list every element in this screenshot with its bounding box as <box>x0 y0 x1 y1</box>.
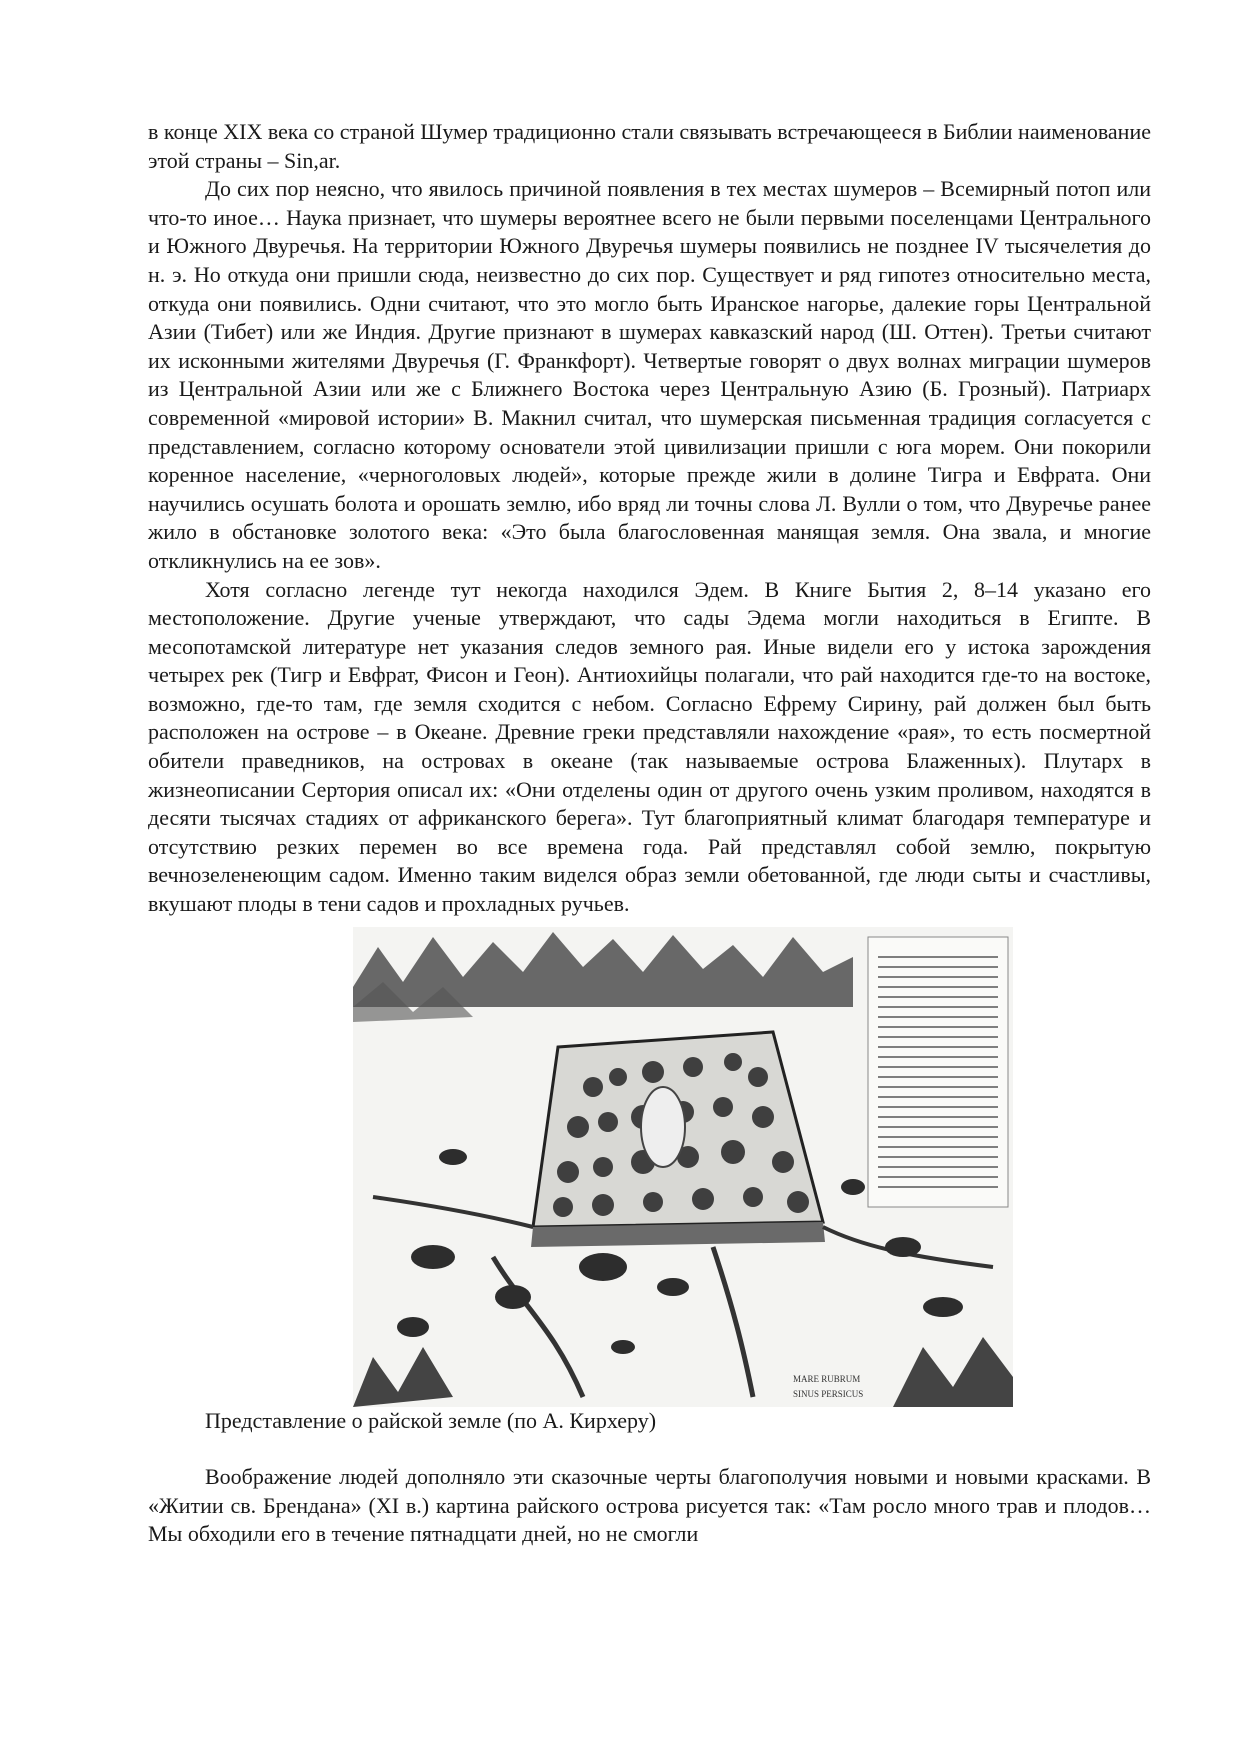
paragraph-2: До сих пор неясно, что явилось причиной появления в тех местах шумеров – Всемирный потоп или что-то иное… Наука признает, что шумеры вероятнее всего не были первыми поселенцами Центрального и Южного Двуречья. На территории Южного Двуречья шумеры появились не позднее IV тысячелетия до н. э. Но откуда они пришли сюда, неизвестно до сих пор. Существует и ряд гипотез относительно места, откуда они появились. Одни считают, что это могло быть Иранское нагорье, далекие горы Центральной Азии (Тибет) или же Индия. Другие признают в шумерах кавказский народ (Ш. Оттен). Третьи считают их исконными жителями Двуречья (Г. Франкфорт). Четвертые говорят о двух волнах миграции шумеров из Центральной Азии или же с Ближнего Востока через Центральную Азию (Б. Грозный). Патриарх современной «мировой истории» В. Макнил считал, что шумерская письменная традиция согласуется с представлением, согласно которому основатели этой цивилизации пришли с юга морем. Они покорили коренное население, «черноголовых людей», которые прежде жили в долине Тигра и Евфрата. Они научились осушать болота и орошать землю, ибо вряд ли точны слова Л. Вулли о том, что Двуречье ранее жило в обстановке золотого века: «Это была благословенная манящая земля. Она звала, и многие откликнулись на ее зов». <box>148 176 1151 573</box>
paradise-engraving-figure <box>148 927 1151 1407</box>
engraving-inscription-1: MARE RUBRUM <box>793 1373 861 1384</box>
paradise-engraving <box>353 927 1013 1407</box>
paragraph-1: в конце XIX века со страной Шумер традиционно стали связывать встречающееся в Библии наименование этой страны – Sin,ar. <box>148 119 1151 173</box>
paragraph-3: Хотя согласно легенде тут некогда находился Эдем. В Книге Бытия 2, 8–14 указано его местоположение. Другие ученые утверждают, что сады Эдема могли находиться в Египте. В месопотамской литературе нет указания следов земного рая. Иные видели его у истока зарождения четырех рек (Тигр и Евфрат, Фисон и Геон). Антиохийцы полагали, что рай находится где-то на востоке, возможно, где-то там, где земля сходится с небом. Согласно Ефрему Сирину, рай должен был быть расположен на острове – в Океане. Древние греки представляли нахождение «рая», то есть посмертной обители праведников, на островах в океане (так называемые острова Блаженных). Плутарх в жизнеописании Сертория описал их: «Они отделены один от другого очень узким проливом, находятся в десяти тысячах стадиях от африканского берега». Тут благоприятный климат благодаря температуре и отсутствию резких перемен во все времена года. Рай представлял собой землю, покрытую вечнозеленеющим садом. Именно таким виделся образ земли обетованной, где люди сыты и счастливы, вкушают плоды в тени садов и прохладных ручьев. <box>148 576 1151 917</box>
page-content <box>148 118 1151 1549</box>
figure-caption: Представление о райской земле (по А. Кирхеру) <box>205 1407 657 1433</box>
paragraph-4: Воображение людей дополняло эти сказочные черты благополучия новыми и новыми красками. В «Житии св. Брендана» (XI в.) картина райского острова рисуется так: «Там росло много трав и плодов… Мы обходили его в течение пятнадцати дней, но не смогли <box>148 1464 1151 1547</box>
engraving-inscription-2: SINUS PERSICUS <box>793 1388 864 1399</box>
